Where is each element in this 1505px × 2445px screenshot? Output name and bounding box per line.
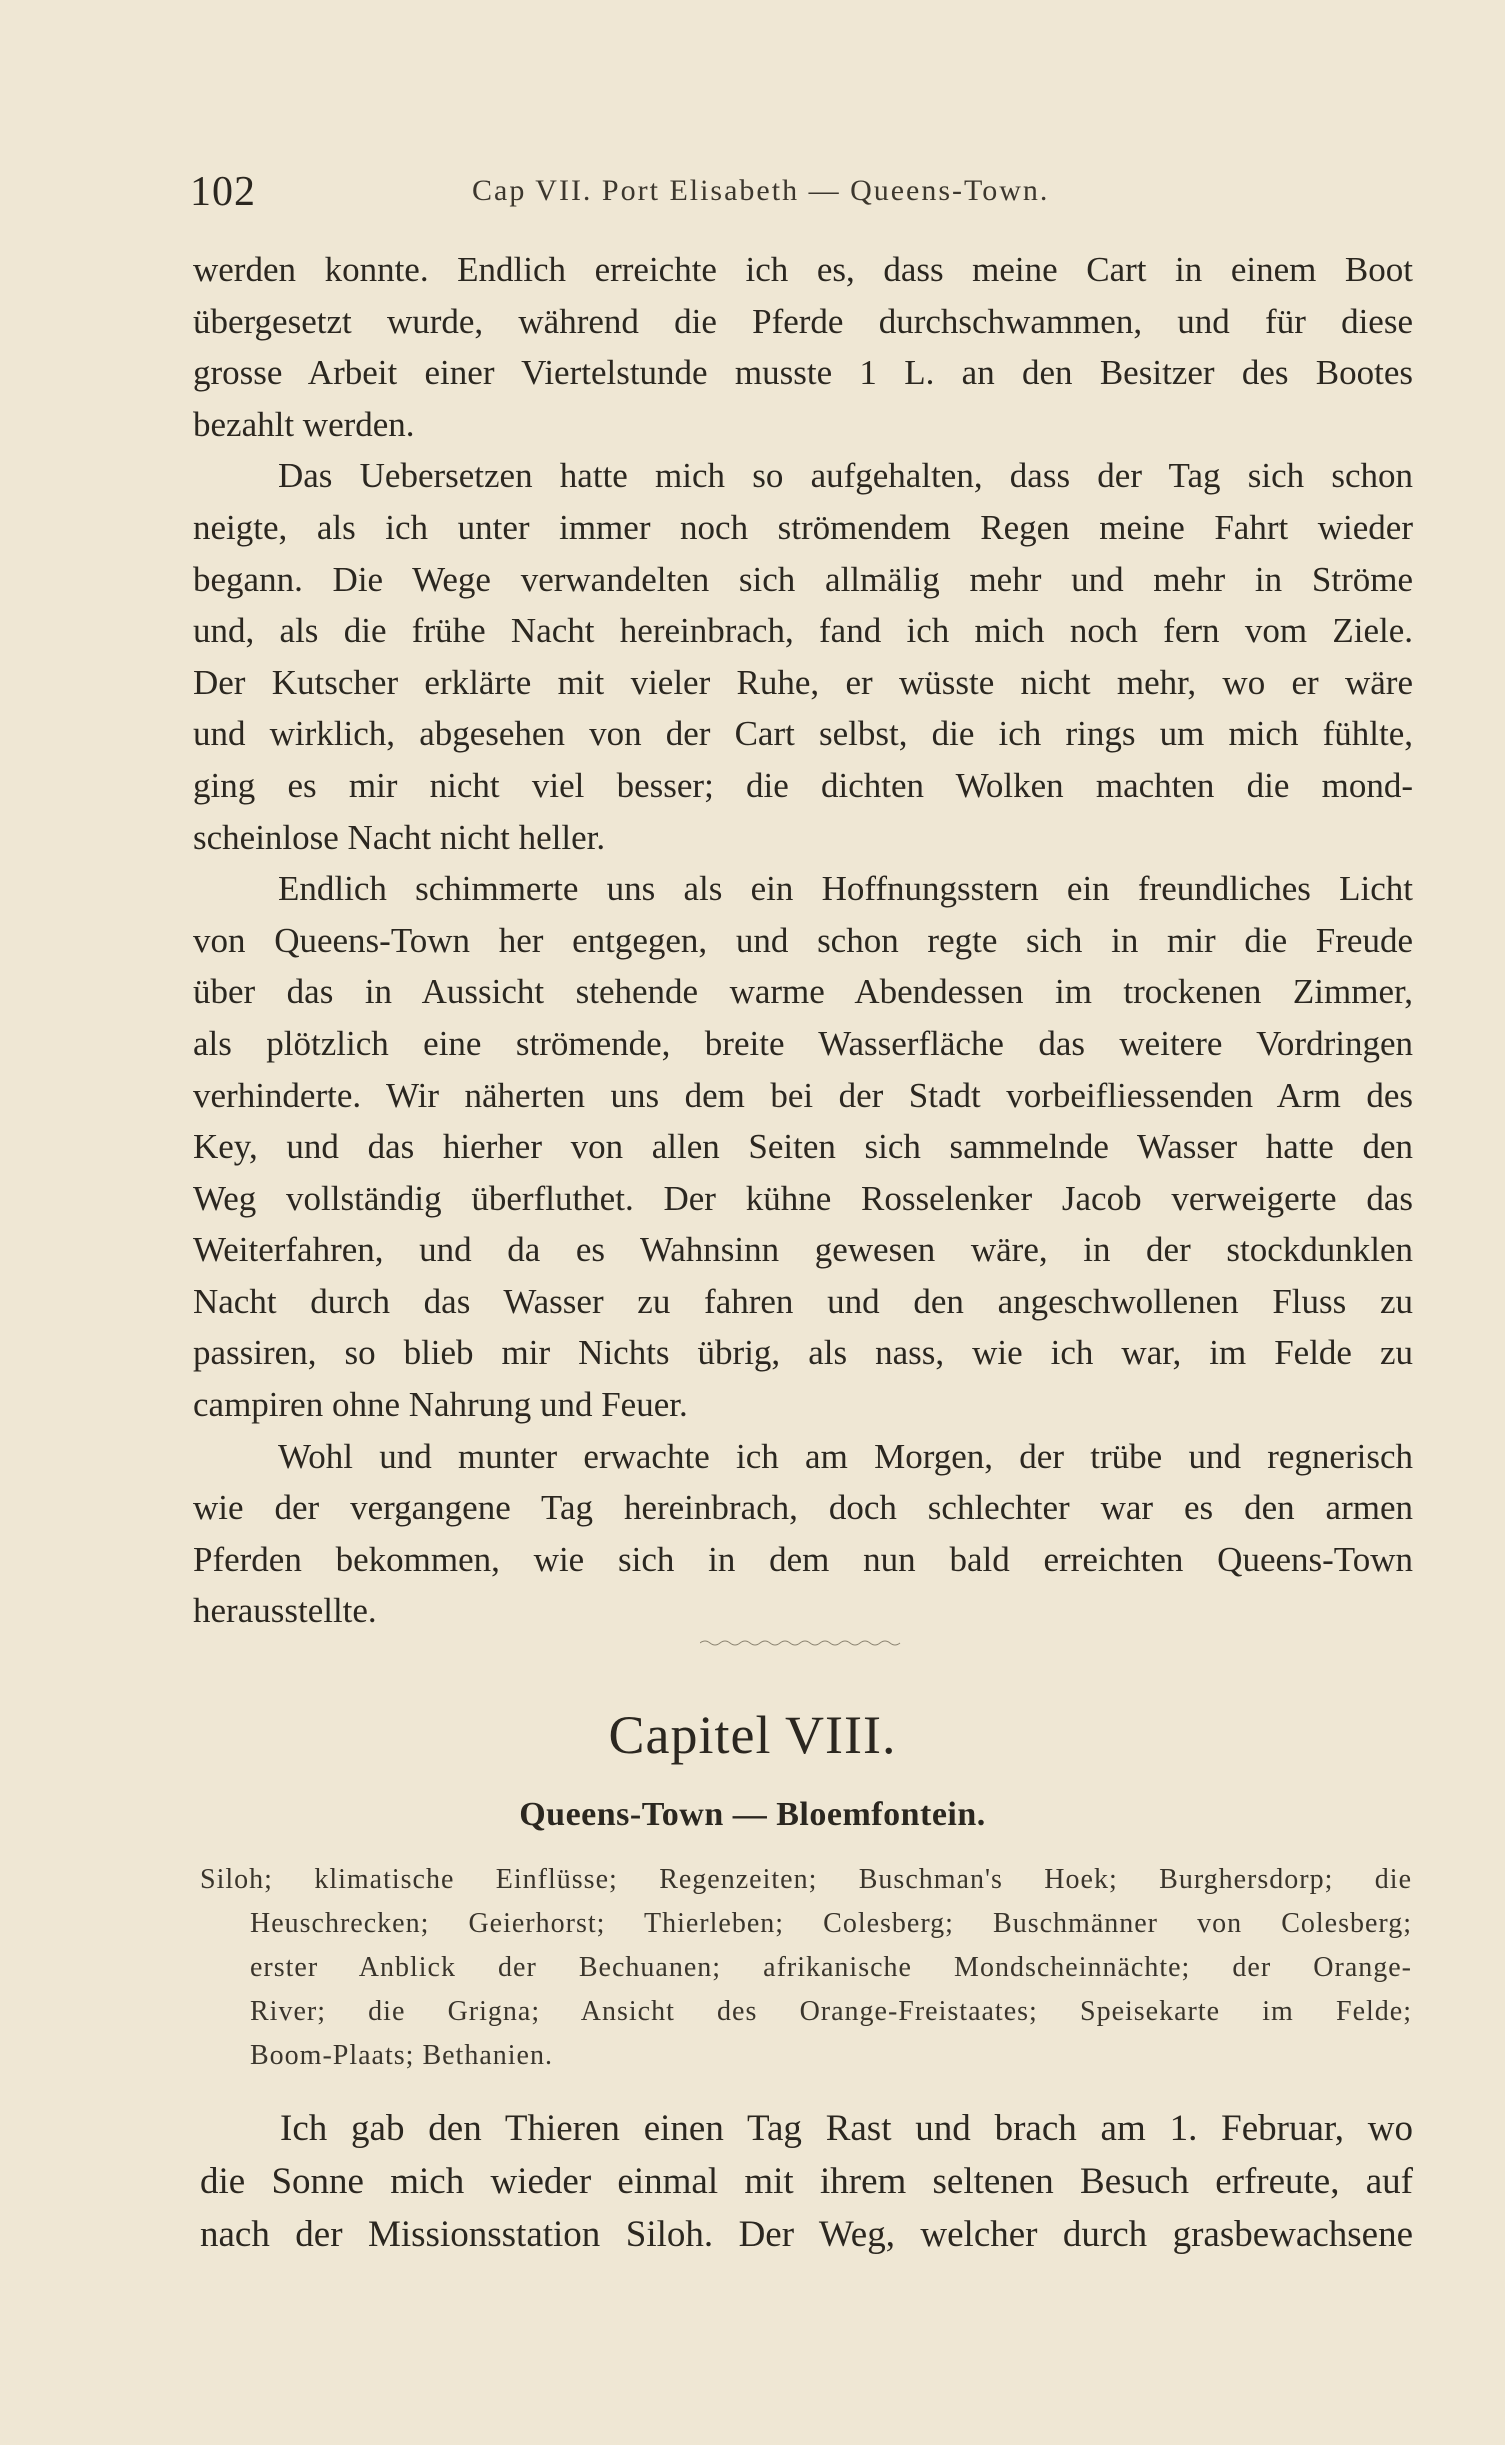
text-line: grosse Arbeit einer Viertelstunde musste 1 L. an den Besitzer des Bootes	[193, 353, 1413, 393]
text-line: Das Uebersetzen hatte mich so aufgehalten, dass der Tag sich schon	[278, 456, 1413, 496]
text-line: Endlich schimmerte uns als ein Hoffnungsstern ein freundliches Licht	[278, 869, 1413, 909]
page-header	[190, 160, 1410, 220]
text-line: die Sonne mich wieder einmal mit ihrem seltenen Besuch erfreute, auf	[200, 2161, 1413, 2202]
text-line: campiren ohne Nahrung und Feuer.	[193, 1385, 688, 1425]
summary-line: erster Anblick der Bechuanen; afrikanische Mondscheinnächte; der Orange-	[250, 1952, 1412, 1983]
summary-line: Heuschrecken; Geierhorst; Thierleben; Colesberg; Buschmänner von Colesberg;	[250, 1908, 1412, 1939]
text-line: neigte, als ich unter immer noch strömendem Regen meine Fahrt wieder	[193, 507, 1413, 547]
text-line: wie der vergangene Tag hereinbrach, doch schlechter war es den armen	[193, 1488, 1413, 1528]
summary-line: Siloh; klimatische Einflüsse; Regenzeiten; Buschman's Hoek; Burghersdorp; die	[200, 1864, 1412, 1895]
summary-line: River; die Grigna; Ansicht des Orange-Freistaates; Speisekarte im Felde;	[250, 1996, 1412, 2027]
text-line: von Queens-Town her entgegen, und schon regte sich in mir die Freude	[193, 920, 1413, 960]
text-line: herausstellte.	[193, 1591, 377, 1631]
text-line: Ich gab den Thieren einen Tag Rast und brach am 1. Februar, wo	[280, 2108, 1413, 2149]
text-line: Weiterfahren, und da es Wahnsinn gewesen wäre, in der stockdunklen	[193, 1230, 1413, 1270]
text-line: und wirklich, abgesehen von der Cart selbst, die ich rings um mich fühlte,	[193, 714, 1413, 754]
text-line: scheinlose Nacht nicht heller.	[193, 817, 606, 857]
text-line: Weg vollständig überfluthet. Der kühne Rosselenker Jacob verweigerte das	[193, 1178, 1413, 1218]
paragraph	[193, 450, 1413, 863]
text-line: über das in Aussicht stehende warme Abendessen im trockenen Zimmer,	[193, 972, 1413, 1012]
paragraph	[193, 863, 1413, 1431]
chapter-title: Capitel VIII.	[608, 1705, 897, 1765]
text-line: übergesetzt wurde, während die Pferde durchschwammen, und für diese	[193, 301, 1413, 341]
text-line: Der Kutscher erklärte mit vieler Ruhe, er wüsste nicht mehr, wo er wäre	[193, 662, 1413, 702]
text-line: verhinderte. Wir näherten uns dem bei der Stadt vorbeifliessenden Arm des	[193, 1075, 1413, 1115]
decorative-separator	[700, 1639, 905, 1647]
text-line: und, als die frühe Nacht hereinbrach, fand ich mich noch fern vom Ziele.	[193, 611, 1413, 651]
text-line: Nacht durch das Wasser zu fahren und den angeschwollenen Fluss zu	[193, 1281, 1413, 1321]
page-number: 102	[190, 169, 256, 215]
running-head: Cap VII. Port Elisabeth — Queens-Town.	[472, 174, 1050, 207]
paragraph	[193, 244, 1413, 450]
paragraph	[193, 1431, 1413, 1637]
text-line: nach der Missionsstation Siloh. Der Weg, welcher durch grasbewachsene	[200, 2214, 1413, 2255]
summary-line: Boom-Plaats; Bethanien.	[250, 2040, 553, 2071]
text-line: ging es mir nicht viel besser; die dichten Wolken machten die mond-	[193, 765, 1413, 805]
text-line: Key, und das hierher von allen Seiten sich sammelnde Wasser hatte den	[193, 1127, 1413, 1167]
chapter-summary	[200, 1858, 1412, 2078]
text-line: passiren, so blieb mir Nichts übrig, als nass, wie ich war, im Felde zu	[193, 1333, 1413, 1373]
text-line: werden konnte. Endlich erreichte ich es, dass meine Cart in einem Boot	[193, 250, 1413, 289]
text-line: Wohl und munter erwachte ich am Morgen, der trübe und regnerisch	[278, 1436, 1413, 1476]
text-line: bezahlt werden.	[193, 404, 415, 444]
text-line: begann. Die Wege verwandelten sich allmälig mehr und mehr in Ströme	[193, 559, 1413, 599]
chapter-subtitle: Queens-Town — Bloemfontein.	[519, 1796, 986, 1833]
text-line: Pferden bekommen, wie sich in dem nun bald erreichten Queens-Town	[193, 1539, 1413, 1579]
text-line: als plötzlich eine strömende, breite Wasserfläche das weitere Vordringen	[193, 1023, 1413, 1063]
body-text	[193, 244, 1413, 1637]
chapter-text	[200, 2102, 1413, 2261]
